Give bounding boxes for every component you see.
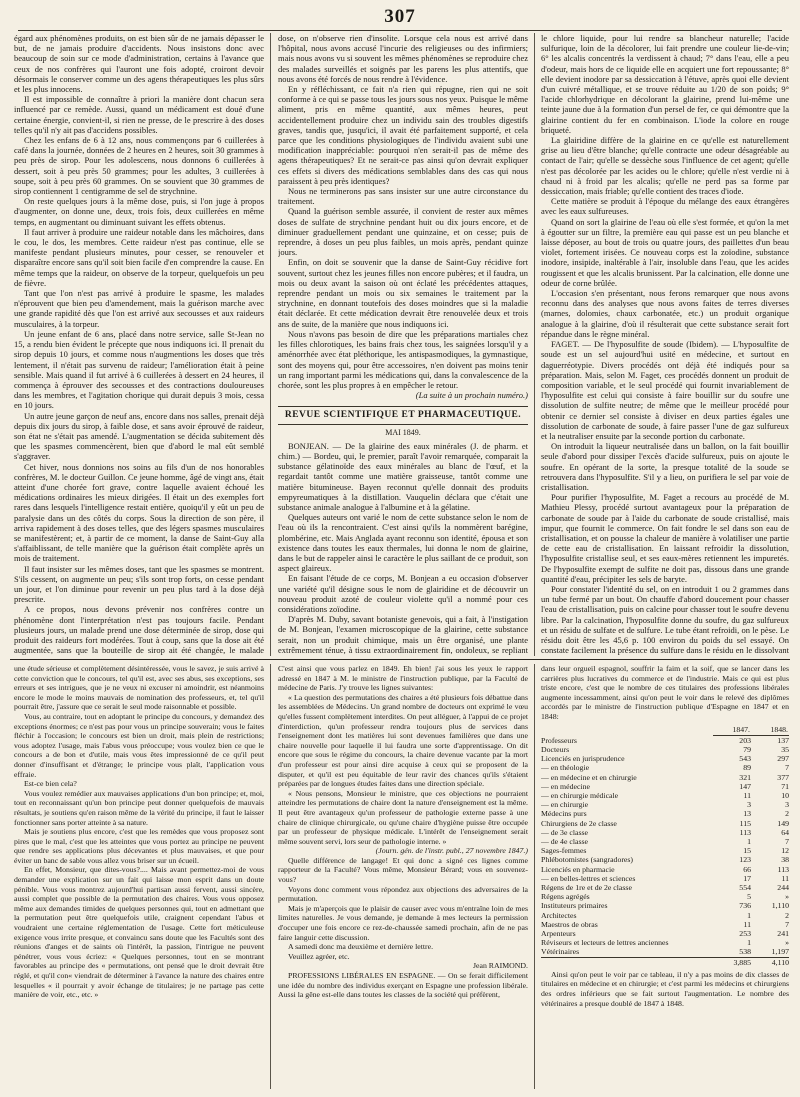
paragraph: En effet, Monsieur, que dites-vous?.... Mais avant permettez-moi de vous demander une explication sur un fait qui laisse mon esprit dans un doute pénible. Vous vous montrez aujourd'hui partisan aussi fervent, aussi sincère, aussi complet que possible de la permutation des chaires. Vous vous opposez même aux demandes timides de quelques personnes qui, tout en admettant que la permutation peut être quelquefois utile, craignent cependant l'abus et voudraient une certaine réglementation de l'usage. Cette fort méticuleuse exigence vous irrite presque, et convaincu sans doute que les Facultés sont des réunions d'anges et de saints où l'intérêt, la passion, l'intrigue ne peuvent pénétrer, vous vous écriez: « Quelques personnes, tout en se montrant favorables au principe des « permutations, ont pensé que le droit devrait être réglé, et qu'il con« viendrait de déterminer à l'avance la nature des chaires entre lesquelles « il pourrait y avoir échange de titulaires; je ne partage pas cette manière de voir, etc., etc. » xyxy=(14,865,264,1000)
paragraph: dose, on n'observe rien d'insolite. Lorsque cela nous est arrivé dans l'hôpital, nous avons accusé l'incurie des religieuses ou des infirmiers; mais nous avons vu si souvent les mêmes phénomènes se reproduire chez des malades surveillés et soignés par les parens les plus attentifs, que nous avons été forcés de nous rendre à l'évidence. xyxy=(278,33,528,84)
row-label: Instituteurs primaires xyxy=(541,901,608,911)
table-row xyxy=(541,846,789,855)
paragraph: Il faut insister sur les mêmes doses, tant que les spasmes se montrent. S'ils cessent, on augmente un peu; s'ils sont trop forts, on cesse pendant un jour, et l'on diminue pour revenir un peu plus tard à la dose déjà prescrite. xyxy=(14,563,264,605)
row-label: — en médecine et en chirurgie xyxy=(541,772,637,782)
table-body xyxy=(541,735,789,967)
row-label: Maestros de obras xyxy=(541,919,598,929)
paragraph: Chez les enfans de 6 à 12 ans, nous commençons par 6 cuillerées à café dans la journée, données de 2 heures en 2 heures, soit 30 grammes à peu près de sirop. Pour les adolescens, nous donnons 6 cuillerées à dessert, soit à peu près 50 grammes; pour les adultes, 3 cuillerées à soupe, soit à peu près 60 grammes. On se souvient que 30 grammes de sirop contiennent 1 centigramme de sel de strychnine. xyxy=(14,135,264,197)
paragraph: Quelques auteurs ont varié le nom de cette substance selon le nom de l'eau où ils la rencontraient. C'est ainsi qu'ils la nommèrent barégine, plombérine, etc. Mais Anglada ayant reconnu son identité, épousa et son existence dans toutes les eaux thermales, lui donna le nom de glairine, dans le but de rappeler ainsi le caractère le plus saillant de ce produit, son aspect glaireux. xyxy=(278,512,528,574)
row-label: Arpenteurs xyxy=(541,929,576,939)
table-row xyxy=(541,901,789,910)
paragraph: Veuillez agréer, etc. xyxy=(288,951,350,961)
paragraph: Est-ce bien cela? xyxy=(24,779,77,789)
table-row xyxy=(541,929,789,938)
row-value: » xyxy=(785,938,789,948)
row-value: 1 xyxy=(747,910,751,920)
row-value: 7 xyxy=(785,919,789,929)
table-row xyxy=(541,828,789,837)
row-label: Sages-femmes xyxy=(541,846,587,856)
row-value: 1 xyxy=(747,837,751,846)
paragraph: On reste quelques jours à la même dose, puis, si l'on juge à propos d'augmenter, on donne une, deux, trois fois, deux cuillerées en même temps, en augmentant ou diminuant suivant les effets obtenus. xyxy=(14,196,264,227)
top-column-3 xyxy=(541,33,789,656)
paragraph: La glairidine diffère de la glairine en ce qu'elle est naturellement grise au lieu d'être blanche; qu'elle contracte une odeur désagréable au contact de l'air; qu'elle se dessèche sous l'influence de cet agent; qu'elle n'est pas décolorée par les acides ou le chlore; qu'elle n'est verdie ni à chaud ni à froid par les alcalis; qu'elle ne perd pas sa forme par dessiccation, mais friable; qu'elle contient des traces d'iode. xyxy=(541,135,789,197)
header-rule xyxy=(18,30,782,31)
column-divider xyxy=(270,664,271,1089)
paragraph: Il est impossible de connaître à priori la manière dont chacun sera influencé par ce remède. Aussi, quand un médicament est doué d'une certaine énergie, convient-il, si rien ne presse, de le prescrire à des doses telles qu'il n'y ait pas d'accidens possibles. xyxy=(14,94,264,135)
table-row xyxy=(541,855,789,864)
total-value: 4,110 xyxy=(751,957,789,967)
paragraph: En y réfléchissant, ce fait n'a rien qui répugne, rien qui ne soit conforme à ce qui se passe tous les jours sous nos yeux. Puisque le même aliment, pris en même quantité, aux mêmes heures, peut accidentellement produire chez un individu sain des troubles digestifs graves, tandis que, jusqu'ici, il avait été parfaitement supporté, et cela parce que les conditions physiologiques de l'individu avaient subi une modification inappréciable: pourquoi n'en serait-il pas de même des agens thérapeutiques? Et ne serait-ce pas ainsi qu'on devrait expliquer ces effets si divers des médications semblables dans des cas qui nous paraissent à peu près identiques? xyxy=(278,84,528,186)
row-value: 543 xyxy=(739,754,751,764)
table-row xyxy=(541,892,789,901)
total-value: 3,885 xyxy=(713,957,751,967)
paragraph: Un jeune enfant de 6 ans, placé dans notre service, salle St-Jean no 15, a rendu bien évident le précepte que nous indiquons ici. Il prenait du sirop depuis 10 jours, et comme nous n'augmentions les doses que très lentement, il n'était pas survenu de raideur; l'amélioration était à peine sensible. Mais quand il fut arrivé à 6 cuillerées à dessert en 24 heures, il commença à éprouver des secousses et des contractions douloureuses dans les membres, et l'agitation chorique qui durait depuis 3 mois, cessa en 10 jours. xyxy=(14,328,264,411)
paragraph: Tant que l'on n'est pas arrivé à produire le spasme, les malades n'éprouvent que bien peu d'amendement, mais la guérison marche avec une grande rapidité dès que l'on est arrivé aux secousses et aux raideurs musculaires, à la torpeur. xyxy=(14,288,264,329)
row-value: 35 xyxy=(781,744,789,754)
row-value: 38 xyxy=(781,855,789,865)
row-value: 123 xyxy=(739,855,751,865)
row-label: — en chirurgie médicale xyxy=(541,790,619,800)
table-row xyxy=(541,947,789,957)
column-header: 1847. xyxy=(713,724,751,736)
row-value: 2 xyxy=(785,809,789,819)
row-value: 89 xyxy=(743,763,751,773)
row-value: 7 xyxy=(785,837,789,846)
row-label: Chirurgiens de 2e classe xyxy=(541,818,617,828)
table-row xyxy=(541,920,789,929)
section-date: MAI 1849. xyxy=(385,427,421,437)
row-label: Réviseurs et lecteurs de lettres anciennes xyxy=(541,938,669,948)
paragraph: dans leur orgueil espagnol, souffrir la faim et la soif, que se lancer dans les carrières plus lucratives du commerce et de l'industrie. Mais ce qui est plus triste encore, c'est que le nombre de ces titulaires des professions libérales augmente incessamment, ainsi qu'on peut le voir dans le relevé des diplômes accordés par le ministre de l'instruction publique d'Espagne en 1847 et en 1848: xyxy=(541,664,789,721)
row-value: 10 xyxy=(781,790,789,800)
row-value: 12 xyxy=(781,846,789,856)
column-divider xyxy=(534,664,535,1089)
paragraph: Mais je soutiens plus encore, c'est que les remèdes que vous proposez sont pires que le mal, c'est que les atteintes que vous portez au principe ne peuvent que rendre ses applications plus décevantes et plus mauvaises, et que pour éviter un banc de sable vous allez vous briser sur un écueil. xyxy=(14,827,264,865)
row-value: 71 xyxy=(781,781,789,791)
paragraph: PROFESSIONS LIBÉRALES EN ESPAGNE. — On se ferait difficilement une idée du nombre des individus exerçant en Espagne une profession libérale. Aussi la gêne est-elle dans toutes les classes de la société qui préfèrent, xyxy=(278,971,528,1000)
paragraph: Vous, au contraire, tout en adoptant le principe du concours, y demandez des exceptions énormes; ce n'est pas pour vous un principe souverain; vous le faites fléchir à l'occasion; le concours est bien un droit, mais plein de restrictions; vous adoptez l'usage, mais l'abus vous préoccupe; vous voulez bien ce que le concours a de bon et d'utile, mais vous êtes impressionné de ce qu'il peut donner d'insuffisant et d'étrange; le principe vous plaît, l'application vous effraie. xyxy=(14,711,264,779)
row-value: 137 xyxy=(777,735,789,745)
row-value: 538 xyxy=(739,947,751,957)
table-row xyxy=(541,938,789,947)
diploma-table xyxy=(541,724,789,967)
paragraph: « Nous pensons, Monsieur le ministre, que ces objections ne pourraient atteindre les permutations de chaire dont la nature d'enseignement est la même. Il peut être avantageux qu'un professeur de pathologie externe passe à une chaire de clinique chirurgicale, ou qu'une chaire d'hygiène puisse être occupée par un professeur de physique médicale. L'intérêt de l'enseignement serait même souvent servi, lors seur de pathologie interne. » xyxy=(278,788,528,846)
row-value: 554 xyxy=(739,883,751,893)
row-value: 11 xyxy=(781,873,789,883)
paragraph: FAGET. — De l'hyposulfite de soude (Ibidem). — L'hyposulfite de soude est un sel aujourd'hui usité en médecine, et surtout en daguerréotypie. Divers procédés ont déjà été indiqués pour sa préparation. Mais, selon M. Faget, ces procédés donnent un produit de composition variable, et le seul procédé qui fournit invariablement de l'hyposulfite est celui qui consiste à faire bouillir sur du soufre une dissolution de sulfite neutre; de même que le meilleur procédé pour obtenir ce dernier sel consiste à diviser en deux parties égales une dissolution de carbonate de soude, à faire passer l'une de gaz sulfureux et la neutraliser ensuite par la seconde portion du carbonate. xyxy=(541,339,789,441)
table-row xyxy=(541,745,789,754)
row-value: 7 xyxy=(785,763,789,773)
row-value: 79 xyxy=(743,744,751,754)
paragraph: Mais je m'aperçois que le plaisir de causer avec vous m'entraîne loin de mes limites naturelles. Je vous demande, je demande à mes lecteurs la permission d'occuper une fois encore ce rez-de-chaussée samedi prochain, afin de ne pas faire languir cette discussion. xyxy=(278,903,528,942)
feuilleton-rule xyxy=(10,659,790,660)
table-row xyxy=(541,874,789,883)
paragraph: A ce propos, nous devons prévenir nos confrères contre un phénomène dont l'interprétation n'est pas toujours facile. Pendant plusieurs jours, un malade prend une dose déterminée de sirop, dose qui produit des raideurs fort modérées. Tout à coup, sans que la dose ait été augmentée, sans que la bouteille de sirop ait été changée, le malade xyxy=(14,604,264,656)
table-row xyxy=(541,754,789,763)
bottom-column-3 xyxy=(541,664,789,1089)
table-row xyxy=(541,809,789,818)
paragraph: Quelle différence de langage! Et qui donc a signé ces lignes comme rapporteur de la Faculté? Vous même, Monsieur Bérard; vous en souvenez-vous? xyxy=(278,855,528,885)
row-label: — de 3e classe xyxy=(541,827,588,837)
table-row xyxy=(541,735,789,745)
paragraph: Nous ne terminerons pas sans insister sur une autre circonstance du traitement. xyxy=(278,186,528,207)
row-value: 13 xyxy=(743,809,751,819)
row-value: 5 xyxy=(747,892,751,902)
paragraph: C'est ainsi que vous parlez en 1849. Eh bien! j'ai sous les yeux le rapport adressé en 1847 à M. le ministre de l'instruction publique, par la Faculté de médecine de Paris. J'y trouve les lignes suivantes: xyxy=(278,664,528,693)
row-value: 2 xyxy=(785,910,789,920)
row-value: 64 xyxy=(781,827,789,837)
row-label: Professeurs xyxy=(541,735,577,745)
row-value: 149 xyxy=(777,818,789,828)
row-value: 15 xyxy=(743,846,751,856)
row-label: Docteurs xyxy=(541,744,570,754)
row-value: 113 xyxy=(739,827,751,837)
row-label: — en chirurgie xyxy=(541,800,589,810)
paragraph: L'occasion s'en présentant, nous ferons remarquer que nous avons reconnu dans des analyses que nous avons faites de terres diverses (marnes, dolomies, chaux carbonatée, etc.) un produit organique analogue à la glairine, d'où il résulterait que cette substance serait fort répandue dans le règne minéral. xyxy=(541,288,789,339)
column-header: 1848. xyxy=(751,724,789,736)
row-label: Licenciés en pharmacie xyxy=(541,864,615,874)
paragraph: Voyons donc comment vous répondez aux objections des adversaires de la permutation. xyxy=(278,884,528,904)
table-row xyxy=(541,883,789,892)
row-value: 297 xyxy=(777,754,789,764)
row-label: Médecins purs xyxy=(541,809,587,819)
continuation-note: (La suite à un prochain numéro.) xyxy=(415,390,528,401)
paragraph: BONJEAN. — De la glairine des eaux minérales (J. de pharm. et chim.) — Bordeu, qui, le premier, paraît l'avoir remarquée, comparait la substance gélatinoïde des eaux minérales au blanc de l'œuf, et la regardait tantôt comme une matière graisseuse, tantôt comme une matière bitumineuse. Bayen reconnut qu'elle donnait des produits empyreumatiques à la distillation. Vauquelin déclara que c'était une substance animale analogue à l'albumine et à la gélatine. xyxy=(278,440,528,512)
bottom-column-2 xyxy=(278,664,528,1089)
row-label: Régens de 1re et de 2e classe xyxy=(541,883,632,893)
table-row xyxy=(541,865,789,874)
row-value: 66 xyxy=(743,864,751,874)
section-title: REVUE SCIENTIFIQUE ET PHARMACEUTIQUE. xyxy=(278,406,528,424)
row-value: 17 xyxy=(743,873,751,883)
row-value: 11 xyxy=(743,790,751,800)
row-value: 1,110 xyxy=(771,901,789,911)
row-value: 377 xyxy=(777,772,789,782)
row-label: — en médecine xyxy=(541,781,590,791)
paragraph: D'après M. Duby, savant botaniste genevois, qui a fait, à l'instigation de M. Bonjean, l'examen microscopique de la glairine, cette substance serait, non un produit chimique, mais un être organisé, une plante extrêmement ténue, à tissu extraordinairement fin, ondoleux, se repliant xyxy=(278,614,528,655)
table-row xyxy=(541,763,789,772)
top-column-2 xyxy=(278,33,528,656)
paragraph: Quand on sort la glairine de l'eau où elle s'est formée, et qu'on la met à égoutter sur un filtre, la première eau qui passe est un peu blanche et laisse déposer, au bout de trois ou quatre jours, des paillettes d'un beau violet, fortement irisées. Ce nouveau corps est la zoïodine, substance inodore, insipide, inaltérable à l'air, insoluble dans l'eau, que les acides rougissent et que les alcalis brunissent. Par la calcination, elle donne une odeur de corne brûlée. xyxy=(541,216,789,288)
table-row xyxy=(541,819,789,828)
paragraph: Vous voulez remédier aux mauvaises applications d'un bon principe; et, moi, tout en reconnaissant qu'un bon principe peut donner quelquefois de mauvais résultats, je soutiens qu'en raison même de la vérité du principe, il faut le laisser fonctionner sans porter atteinte à sa nature. xyxy=(14,788,264,827)
table-row xyxy=(541,800,789,809)
paragraph: Il faut arriver à produire une raideur notable dans les mâchoires, dans le cou, le dos, les membres. Cette raideur n'est pas continue, elle se manifeste pendant plusieurs minutes, pour cesser, se renouveler et disparaître encore sans qu'il soit bien facile d'en comprendre la cause. En même temps que la raideur, on observe de la torpeur, quelquefois un peu de fièvre. xyxy=(14,226,264,288)
table-row xyxy=(541,773,789,782)
table-row xyxy=(541,782,789,791)
table-total-row xyxy=(541,957,789,967)
row-value: 147 xyxy=(739,781,751,791)
row-label: Vétérinaires xyxy=(541,947,580,957)
row-value: 1 xyxy=(747,938,751,948)
row-value: 11 xyxy=(743,919,751,929)
citation: (Journ. gén. de l'instr. publ., 27 novembre 1847.) xyxy=(375,846,528,856)
paragraph: Un autre jeune garçon de neuf ans, encore dans nos salles, prenait déjà depuis dix jours du sirop, à faible dose, et sans avoir éprouvé de raideur, son état ne s'était pas amendé. L'augmentation se décida subitement dès que les spasmes commencèrent, bien que d'abord le mal eût semblé s'aggraver. xyxy=(14,410,264,462)
paragraph: A samedi donc ma deuxième et dernière lettre. xyxy=(288,942,434,952)
paragraph: On introduit la liqueur neutralisée dans un ballon, on la fait bouillir seule d'abord pour dissiper l'excès d'acide sulfureux, puis on ajoute le soufre. En opérant de la sorte, la presque totalité de la soude se retrouvera dans l'hyposulfite. S'il y a lieu, on purifiera le sel par voie de cristallisation. xyxy=(541,441,789,492)
row-label: Phlébotomistes (sangradores) xyxy=(541,855,634,865)
row-value: 736 xyxy=(739,901,751,911)
table-header-row xyxy=(541,724,789,736)
row-label: — de 4e classe xyxy=(541,837,588,846)
row-label: — en théologie xyxy=(541,763,590,773)
row-label: Régens agrégés xyxy=(541,892,590,902)
total-label xyxy=(541,957,713,967)
paragraph: Cette matière se produit à l'époque du mélange des eaux étrangères avec les eaux sulfureuses. xyxy=(541,196,789,217)
row-value: 115 xyxy=(739,818,751,828)
top-column-1 xyxy=(14,33,264,656)
table-row xyxy=(541,911,789,920)
paragraph: Ainsi qu'on peut le voir par ce tableau, il n'y a pas moins de dix classes de titulaires en médecine et en chirurgie; et c'est parmi les médecins et chirurgiens des ordres inférieurs que se fait surtout l'augmentation. Le nombre des vétérinaires a presque doublé de 1847 à 1848. xyxy=(541,969,789,1008)
table-row xyxy=(541,791,789,800)
paragraph: Nous n'avons pas besoin de dire que les préparations martiales chez les filles chlorotiques, les bains frais chez tous, les saignées lorsqu'il y a aménorrhée avec état pléthorique, les antispasmodiques, la gymnastique, sont des moyens qui, pour être accessoires, n'en doivent pas moins tenir un rang important parmi les médications qui, dans la convalescence de la chorée, sont les plus propres à en empêcher le retour. xyxy=(278,328,528,390)
paragraph: « La question des permutations des chaires a été plusieurs fois débattue dans les assemblées de Médecins. Un grand nombre de docteurs ont exprimé le vœu qu'elles fussent complètement interdites. On peut alléguer, à l'appui de ce projet d'interdiction, qu'un professeur rendra toujours plus de services dans l'enseignement dont les matières lui sont devenues familières que dans une chaire nouvelle pour laquelle il lui faudra une sorte d'apprentissage. On dit encore que sous le régime du concours, la chaire devenue vacante par la mort d'un professeur est pour ainsi dire acquise à ceux qui se proposent de la disputer, et qu'il est peu équitable de leur ravir des chances qu'ils s'étaient préparées par de longues études faites dans une direction spéciale. xyxy=(278,692,528,789)
column-divider xyxy=(534,33,535,656)
paragraph: Pour purifier l'hyposulfite, M. Faget a recours au procédé de M. Mathieu Plessy, procédé surtout avantageux pour la préparation de carbonate de soude par à l'aide du carbonate de soude cristallisé, mais impur, que fournit le commerce. On fait fondre le sel dans son eau de cristallisation, et on pousse la chaleur de manière à volatiliser une partie de cette eau de cristallisation. En laissant refroidir la dissolution, l'hyposulfite cristallise seul, et ses eaux-mères retiennent les impuretés. De l'hyposulfite exempt de sulfite ne doit pas, dissous dans une grande quantité d'eau, précipiter les sels de baryte. xyxy=(541,492,789,584)
row-label: — en belles-lettres et sciences xyxy=(541,873,636,883)
row-value: » xyxy=(785,892,789,902)
row-value: 253 xyxy=(739,929,751,939)
row-value: 3 xyxy=(747,800,751,810)
page-number: 307 xyxy=(384,6,416,27)
row-label: Licenciés en jurisprudence xyxy=(541,754,625,764)
paragraph: le chlore liquide, pour lui rendre sa blancheur naturelle; l'acide sulfurique, loin de la décolorer, lui fait prendre une couleur lie-de-vin; 6° les alcalis concentrés la verdissent à chaud; 7° dans l'eau, elle a peu d'odeur, mais hors de ce liquide elle en acquiert une fort repoussante; 8° elle devient inodore par sa dessiccation à l'étuve, après quoi elle devient d'un cuivré métallique, et se trouve réduite au 1/20 de son poids; 9° l'acide chlorhydrique en décolorant la glairine, prend lui-même une teinte jaune due à la formation d'un persel de fer, ce qui démontre que la glairine contient du fer en combinaison. L'iode la colore en rouge briqueté. xyxy=(541,33,789,135)
paragraph: égard aux phénomènes produits, on est bien sûr de ne jamais dépasser le but, de ne jamais produire d'accidents. Nous insistons donc avec beaucoup de soin sur ce mode d'administration, certains à l'avance que ceux de nos confrères qui l'auront une fois adopté, croiront devoir désormais le conserver comme un des agens thérapeutiques les plus sûrs et les plus innocens. xyxy=(14,33,264,95)
row-value: 3 xyxy=(785,800,789,810)
bottom-column-1 xyxy=(14,664,264,1089)
paragraph: Enfin, on doit se souvenir que la danse de Saint-Guy récidive fort souvent, surtout chez les jeunes filles non encore pubères; et il faudra, un mois ou deux avant la saison où ont éclaté les précédentes attaques, reprendre pendant un mois ou six semaines le traitement par la strychnine, en donnant toutefois des doses moindres que si la maladie était déclarée. Et cette médication devrait être renouvelée deux et trois ans de suite, de la manière que nous indiquons ici. xyxy=(278,257,528,329)
signature: Jean RAIMOND. xyxy=(472,961,528,971)
row-value: 241 xyxy=(777,929,789,939)
column-divider xyxy=(270,33,271,656)
row-value: 203 xyxy=(739,735,751,745)
row-value: 321 xyxy=(739,772,751,782)
row-value: 244 xyxy=(777,883,789,893)
paragraph: Cet hiver, nous donnions nos soins au fils d'un de nos honorables confrères, M. le docteur Guillon. Ce jeune homme, âgé de vingt ans, était atteint d'une chorée fort grave, contre laquelle avaient échoué les médications ordinaires les mieux dirigées. Il était un des exemples fort rares dans lesquels l'intelligence restait entière, quoiqu'il y eût un peu de paralysie dans un des côtés du corps. Sous la direction de son père, il arriva rapidement à des doses telles, que des légers spasmes musculaires se manifestèrent; et, à partir de ce moment, la danse de Saint-Guy alla s'affaiblissant, de telle manière que la guérison était complète après un mois de traitement. xyxy=(14,461,264,564)
paragraph: une étude sérieuse et complètement désintéressée, vous le savez, je suis arrivé à cette conviction que le concours, tel qu'il est, avec ses abus, ses exceptions, ses erreurs et ses intrigues, que je ne veux ni excuser ni amoindrir, est néanmoins encore le mode le moins mauvais de nomination des professeurs, et, tel qu'il pourrait être, j'assure que ce serait le seul mode raisonnable et possible. xyxy=(14,664,264,712)
paragraph: En faisant l'étude de ce corps, M. Bonjean a eu occasion d'observer une variété qu'il désigne sous le nom de glairidine et de découvrir un nouveau produit azoté de couleur violette qu'il a nommé pour ces considérations zoïodine. xyxy=(278,573,528,614)
table-row xyxy=(541,837,789,846)
row-label: Architectes xyxy=(541,910,577,920)
paragraph: Quand la guérison semble assurée, il convient de rester aux mêmes doses de sulfate de strychnine pendant huit ou dix jours encore, et de diminuer graduellement pendant une quinzaine, et on cesse; puis de reprendre, à doses un peu plus faibles, un mois après, pendant quinze jours. xyxy=(278,206,528,258)
paragraph: Pour constater l'identité du sel, on en introduit 1 ou 2 grammes dans un tube fermé par un bout. On chauffe d'abord doucement pour chasser l'eau de cristallisation, puis on calcine pour chasser tout le soufre devenu libre. Par la calcination, l'hyposulfite donne du soufre, du gaz sulfureux et un résidu de sulfate et de sulfure. Le tube étant refroidi, on le pèse. Le résidu doit être les 45,6 p. 100 environ du poids du sel essayé. On constate facilement la présence du sulfure dans le résidu en le dissolvant xyxy=(541,583,789,656)
row-value: 113 xyxy=(777,864,789,874)
row-value: 1,197 xyxy=(771,947,789,957)
